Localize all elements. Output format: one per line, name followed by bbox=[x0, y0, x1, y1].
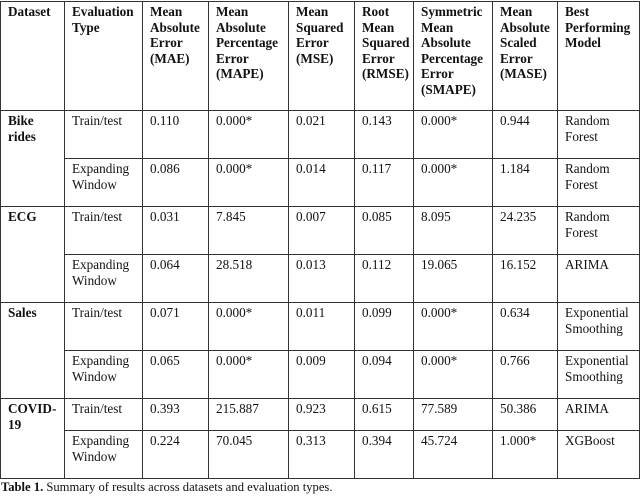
table-row bbox=[1, 351, 640, 399]
model-cell: XGBoost bbox=[558, 431, 640, 479]
dataset-cell: Bike rides bbox=[1, 111, 65, 207]
mape-cell: 70.045 bbox=[209, 431, 289, 479]
mase-cell: 16.152 bbox=[493, 255, 558, 303]
mape-cell: 7.845 bbox=[209, 207, 289, 255]
col-header-mae: Mean Absolute Error (MAE) bbox=[143, 2, 209, 111]
mase-cell: 0.766 bbox=[493, 351, 558, 399]
smape-cell: 0.000* bbox=[414, 159, 493, 207]
mape-cell: 0.000* bbox=[209, 111, 289, 159]
model-cell: Random Forest bbox=[558, 159, 640, 207]
rmse-cell: 0.085 bbox=[355, 207, 414, 255]
smape-cell: 0.000* bbox=[414, 303, 493, 351]
smape-cell: 0.000* bbox=[414, 111, 493, 159]
rmse-cell: 0.094 bbox=[355, 351, 414, 399]
col-header-best-model: Best Performing Model bbox=[558, 2, 640, 111]
mase-cell: 50.386 bbox=[493, 399, 558, 431]
dataset-cell: ECG bbox=[1, 207, 65, 303]
col-header-evaluation-type: Evaluation Type bbox=[65, 2, 143, 111]
mase-cell: 24.235 bbox=[493, 207, 558, 255]
mse-cell: 0.014 bbox=[289, 159, 355, 207]
mae-cell: 0.064 bbox=[143, 255, 209, 303]
mape-cell: 0.000* bbox=[209, 303, 289, 351]
caption-text: Summary of results across datasets and evaluation types. bbox=[43, 480, 333, 494]
mae-cell: 0.086 bbox=[143, 159, 209, 207]
smape-cell: 45.724 bbox=[414, 431, 493, 479]
table-row bbox=[1, 207, 640, 255]
eval-type-cell: Train/test bbox=[65, 399, 143, 431]
results-table bbox=[0, 1, 640, 479]
rmse-cell: 0.117 bbox=[355, 159, 414, 207]
mae-cell: 0.031 bbox=[143, 207, 209, 255]
eval-type-cell: Train/test bbox=[65, 207, 143, 255]
table-row bbox=[1, 303, 640, 351]
dataset-cell: COVID-19 bbox=[1, 399, 65, 479]
mape-cell: 28.518 bbox=[209, 255, 289, 303]
model-cell: Exponential Smoothing bbox=[558, 303, 640, 351]
eval-type-cell: Expanding Window bbox=[65, 351, 143, 399]
dataset-cell: Sales bbox=[1, 303, 65, 399]
col-header-rmse: Root Mean Squared Error (RMSE) bbox=[355, 2, 414, 111]
eval-type-cell: Expanding Window bbox=[65, 159, 143, 207]
smape-cell: 19.065 bbox=[414, 255, 493, 303]
mape-cell: 0.000* bbox=[209, 159, 289, 207]
table-row bbox=[1, 111, 640, 159]
mse-cell: 0.923 bbox=[289, 399, 355, 431]
mse-cell: 0.007 bbox=[289, 207, 355, 255]
table-row bbox=[1, 431, 640, 479]
mae-cell: 0.224 bbox=[143, 431, 209, 479]
mse-cell: 0.021 bbox=[289, 111, 355, 159]
mape-cell: 0.000* bbox=[209, 351, 289, 399]
smape-cell: 8.095 bbox=[414, 207, 493, 255]
mae-cell: 0.110 bbox=[143, 111, 209, 159]
mse-cell: 0.011 bbox=[289, 303, 355, 351]
rmse-cell: 0.099 bbox=[355, 303, 414, 351]
mae-cell: 0.071 bbox=[143, 303, 209, 351]
col-header-mape: Mean Absolute Percentage Error (MAPE) bbox=[209, 2, 289, 111]
table-row bbox=[1, 399, 640, 431]
smape-cell: 77.589 bbox=[414, 399, 493, 431]
col-header-smape: Symmetric Mean Absolute Percentage Error (SMAPE) bbox=[414, 2, 493, 111]
mase-cell: 1.000* bbox=[493, 431, 558, 479]
col-header-dataset: Dataset bbox=[1, 2, 65, 111]
rmse-cell: 0.394 bbox=[355, 431, 414, 479]
rmse-cell: 0.143 bbox=[355, 111, 414, 159]
mase-cell: 0.634 bbox=[493, 303, 558, 351]
model-cell: Exponential Smoothing bbox=[558, 351, 640, 399]
model-cell: ARIMA bbox=[558, 255, 640, 303]
mse-cell: 0.009 bbox=[289, 351, 355, 399]
eval-type-cell: Train/test bbox=[65, 303, 143, 351]
model-cell: ARIMA bbox=[558, 399, 640, 431]
rmse-cell: 0.112 bbox=[355, 255, 414, 303]
mape-cell: 215.887 bbox=[209, 399, 289, 431]
model-cell: Random Forest bbox=[558, 111, 640, 159]
caption-label: Table 1. bbox=[1, 480, 44, 494]
rmse-cell: 0.615 bbox=[355, 399, 414, 431]
eval-type-cell: Expanding Window bbox=[65, 431, 143, 479]
mase-cell: 0.944 bbox=[493, 111, 558, 159]
eval-type-cell: Train/test bbox=[65, 111, 143, 159]
mae-cell: 0.393 bbox=[143, 399, 209, 431]
col-header-mase: Mean Absolute Scaled Error (MASE) bbox=[493, 2, 558, 111]
table-caption bbox=[1, 480, 332, 494]
smape-cell: 0.000* bbox=[414, 351, 493, 399]
model-cell: Random Forest bbox=[558, 207, 640, 255]
mse-cell: 0.313 bbox=[289, 431, 355, 479]
mase-cell: 1.184 bbox=[493, 159, 558, 207]
mae-cell: 0.065 bbox=[143, 351, 209, 399]
header-row bbox=[1, 2, 640, 111]
table-row bbox=[1, 255, 640, 303]
col-header-mse: Mean Squared Error (MSE) bbox=[289, 2, 355, 111]
mse-cell: 0.013 bbox=[289, 255, 355, 303]
eval-type-cell: Expanding Window bbox=[65, 255, 143, 303]
table-row bbox=[1, 159, 640, 207]
